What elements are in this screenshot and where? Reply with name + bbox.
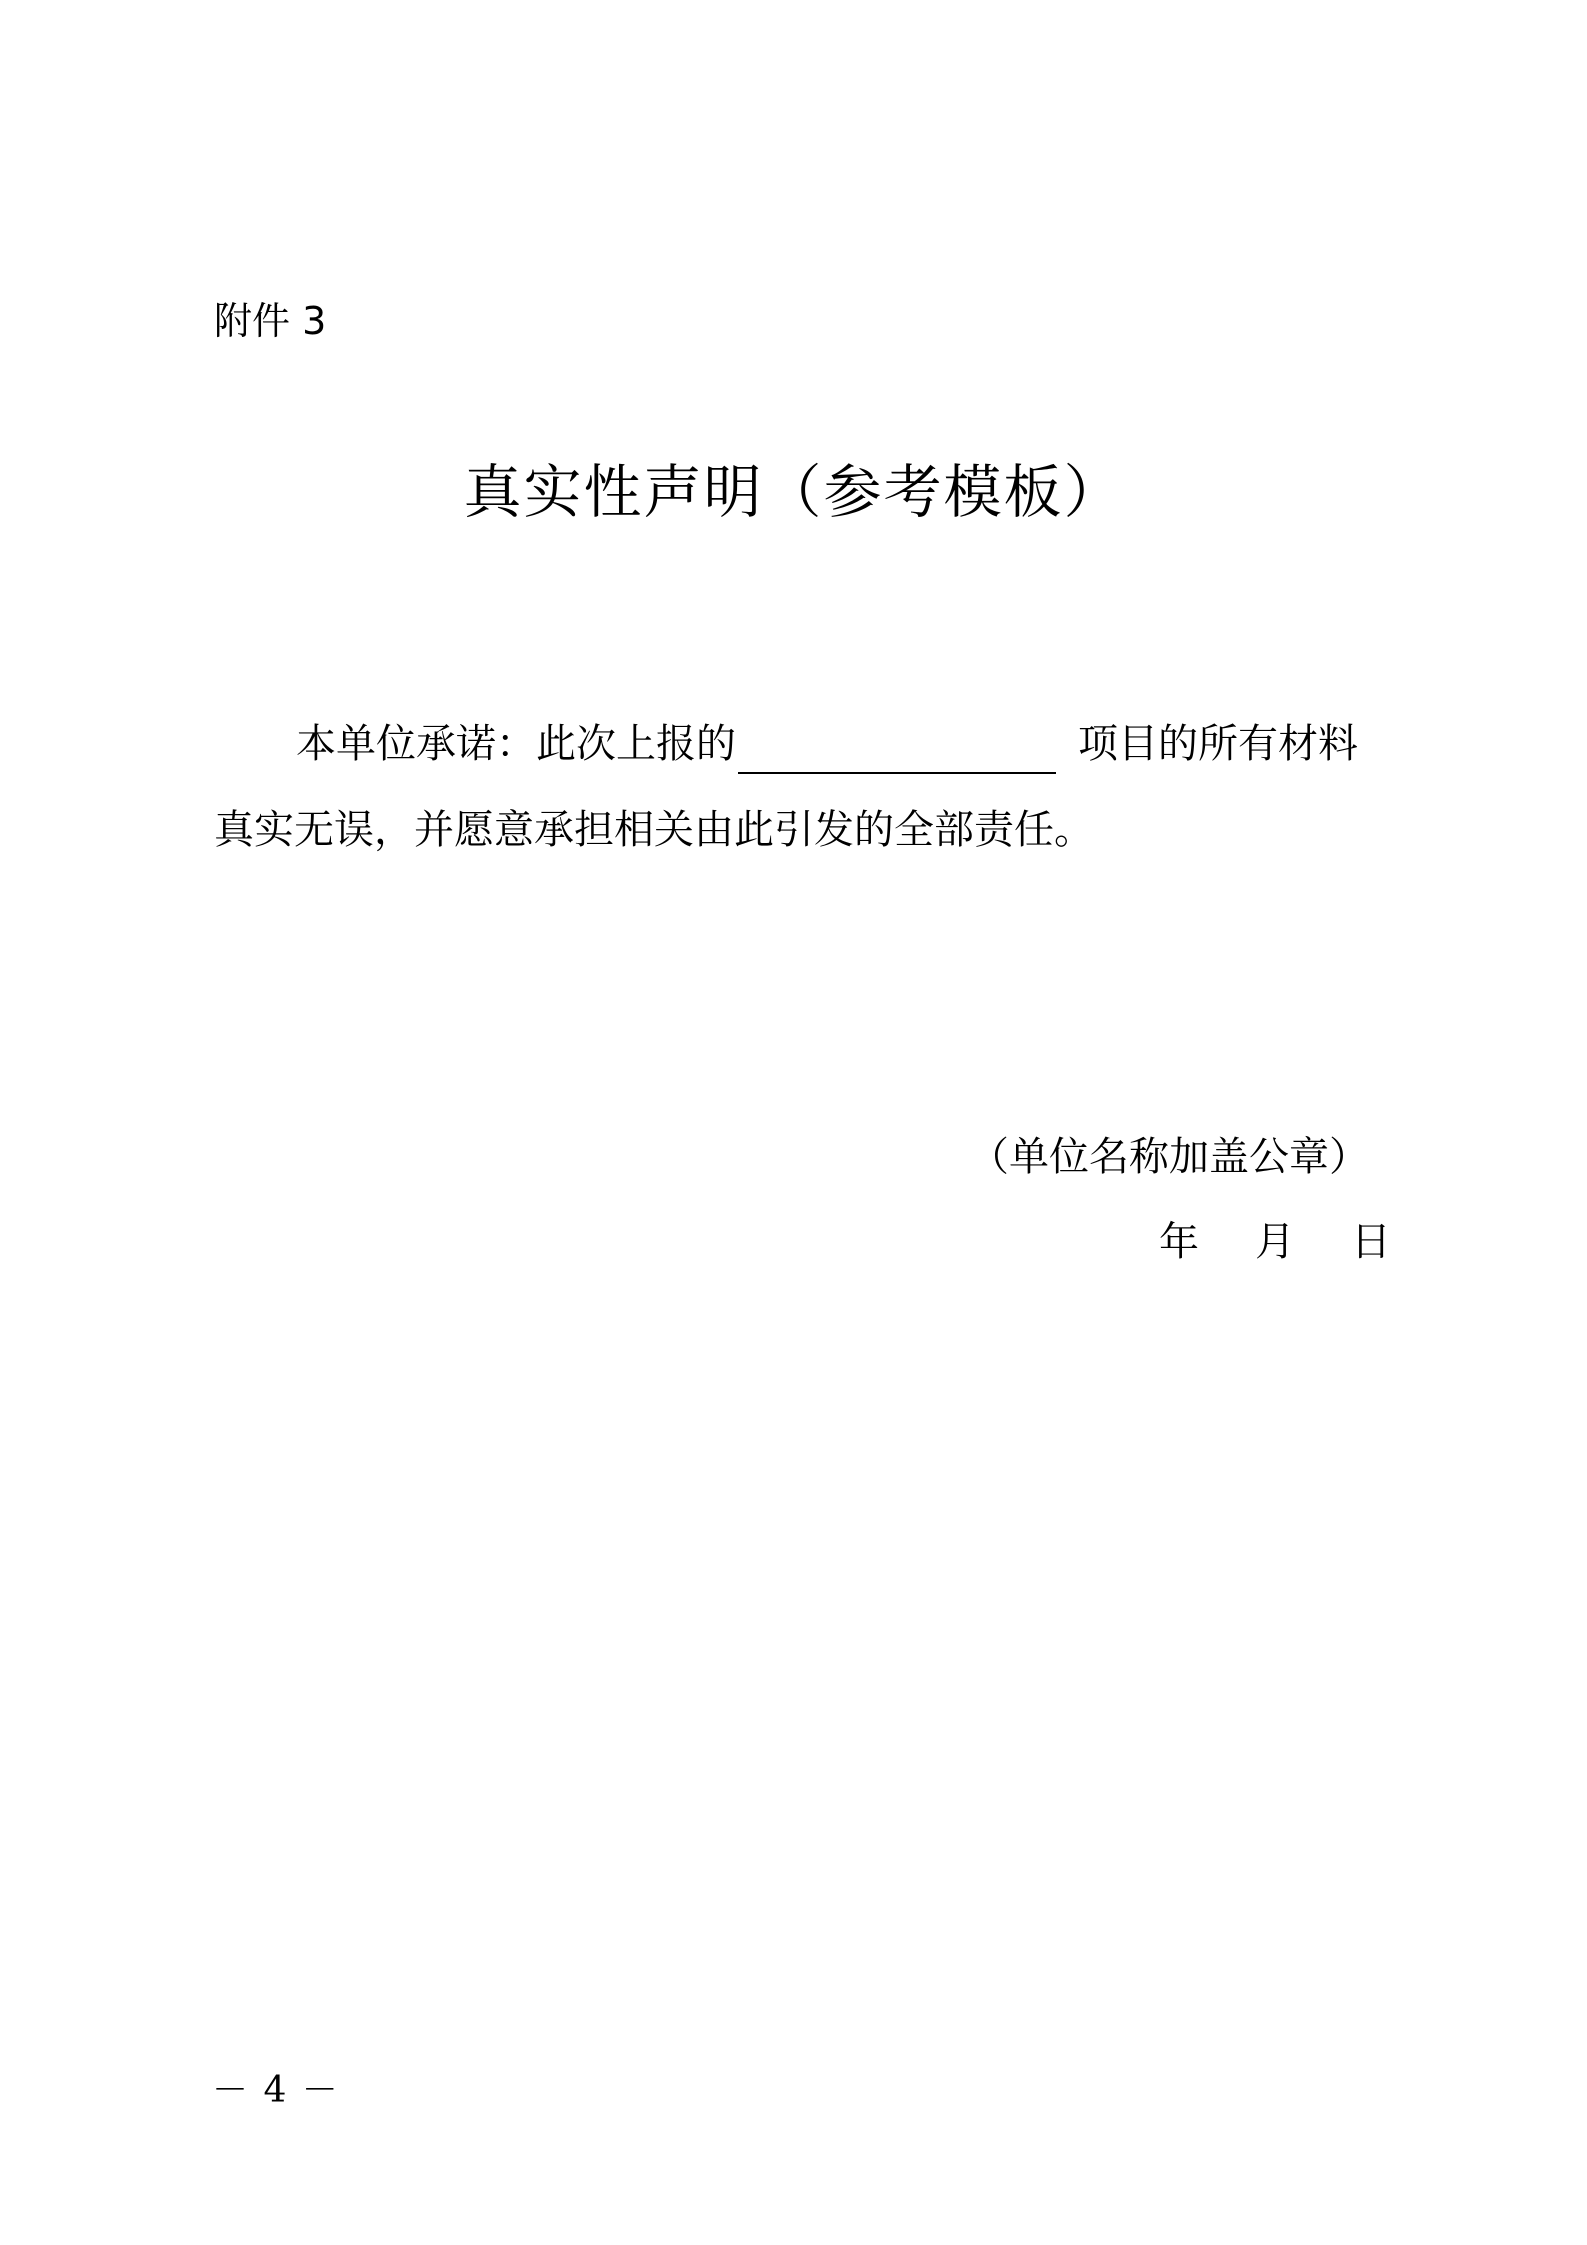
statement-text-before-blank: 本单位承诺：此次上报的 xyxy=(296,721,736,767)
attachment-label: 附件 3 xyxy=(214,299,327,343)
signature-date xyxy=(1159,1212,1391,1272)
date-day-label: 日 xyxy=(1351,1219,1391,1265)
date-year-label: 年 xyxy=(1159,1219,1199,1265)
statement-line-1 xyxy=(296,714,1358,774)
page-number: － 4 － xyxy=(212,2070,340,2111)
document-title: 真实性声明（参考模板） xyxy=(463,458,1124,526)
statement-text-after-blank: 项目的所有材料 xyxy=(1078,721,1358,767)
date-month-label: 月 xyxy=(1255,1219,1295,1265)
seal-note: （单位名称加盖公章） xyxy=(969,1134,1369,1180)
statement-line-2: 真实无误，并愿意承担相关由此引发的全部责任。 xyxy=(214,807,1094,853)
project-name-blank xyxy=(738,728,1056,774)
